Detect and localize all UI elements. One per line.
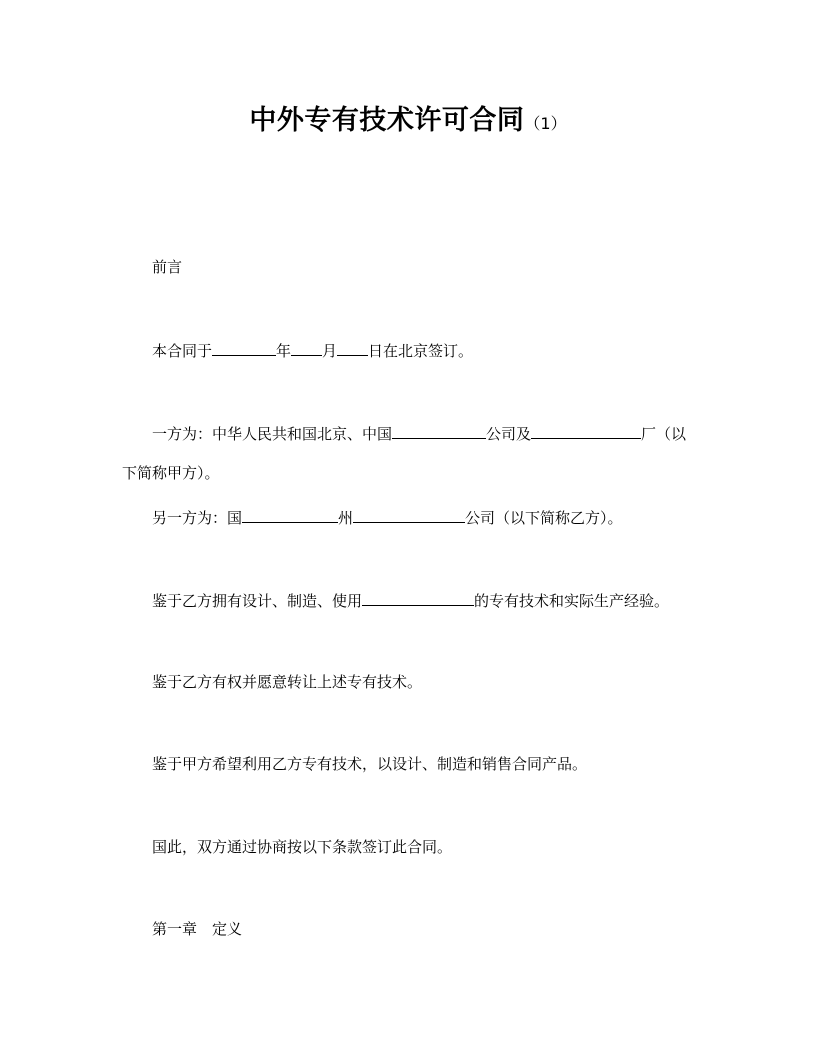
party-b-line: [152, 507, 623, 528]
day-suffix: 日在北京签订。: [368, 342, 474, 360]
party-a-line: [152, 423, 686, 444]
chapter-1-heading: 第一章 定义: [152, 920, 243, 938]
signing-line: [152, 340, 473, 361]
document-title: [0, 98, 816, 137]
party-a-factory: 厂（以: [641, 425, 687, 443]
recital-1-blank: [362, 590, 474, 606]
year-label: 年: [276, 342, 292, 360]
title-main: 中外专有技术许可合同: [249, 105, 525, 136]
party-b-suffix: 公司（以下简称乙方）。: [465, 509, 623, 527]
recital-2: 鉴于乙方有权并愿意转让上述专有技术。: [152, 673, 423, 691]
recital-1-prefix: 鉴于乙方拥有设计、制造、使用: [152, 592, 363, 610]
party-a-prefix: 一方为：中华人民共和国北京、中国: [152, 425, 393, 443]
party-b-prefix: 另一方为：国: [152, 509, 243, 527]
recital-1-suffix: 的专有技术和实际生产经验。: [474, 592, 670, 610]
month-label: 月: [322, 342, 338, 360]
preface-heading: 前言: [152, 258, 183, 276]
party-a-factory-blank: [531, 423, 641, 439]
recital-1: [152, 590, 669, 611]
year-blank: [212, 340, 276, 356]
party-b-country-blank: [242, 507, 338, 523]
party-b-state: 州: [338, 509, 354, 527]
recital-3: 鉴于甲方希望利用乙方专有技术，以设计、制造和销售合同产品。: [152, 755, 588, 773]
party-a-continuation: 下简称甲方）。: [122, 464, 220, 482]
day-blank: [337, 340, 368, 356]
conclusion: 国此，双方通过协商按以下条款签订此合同。: [152, 838, 453, 856]
signing-prefix: 本合同于: [152, 342, 213, 360]
party-a-company: 公司及: [486, 425, 532, 443]
party-a-company-blank: [392, 423, 486, 439]
month-blank: [291, 340, 322, 356]
party-b-company-blank: [353, 507, 465, 523]
title-suffix: （1）: [524, 114, 567, 133]
